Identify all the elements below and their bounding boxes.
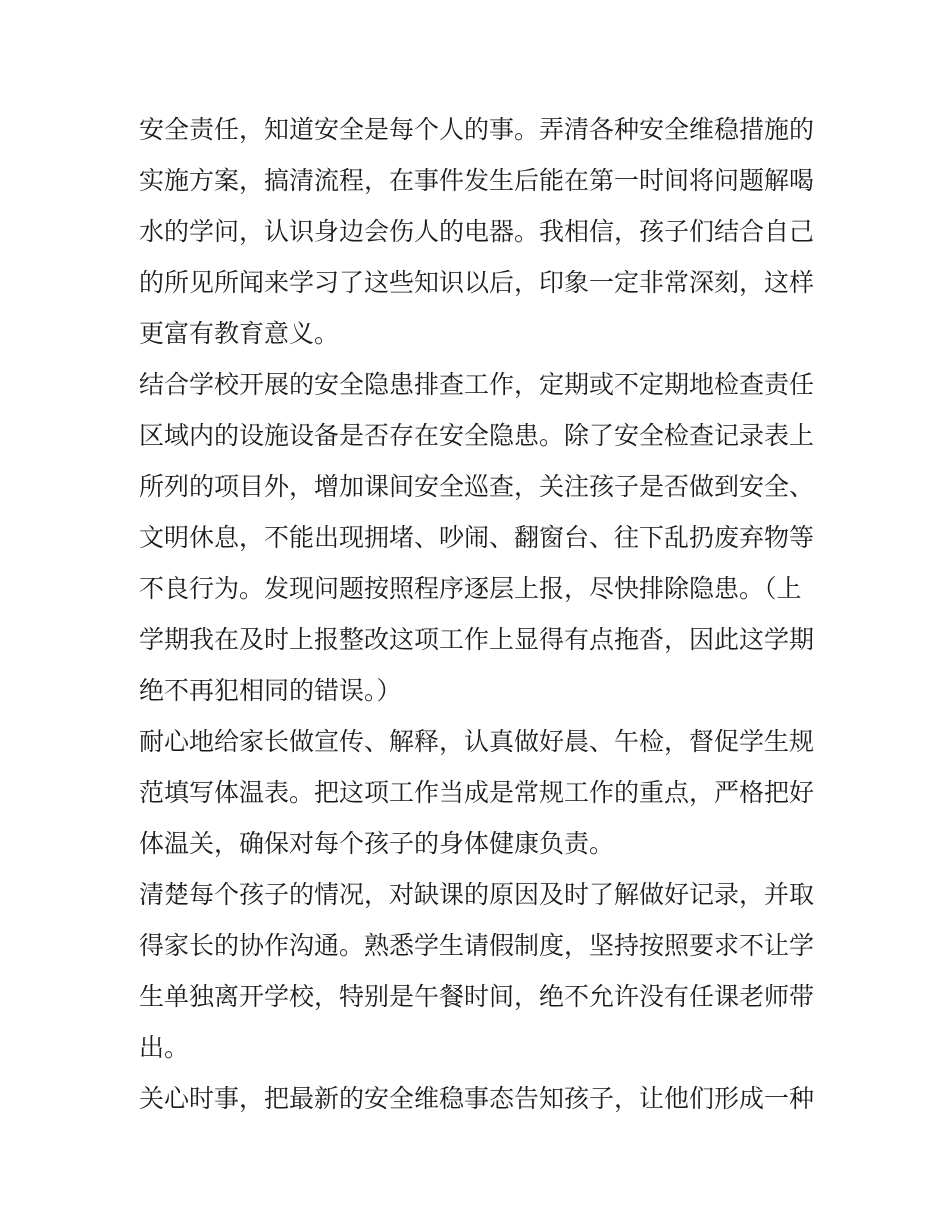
text-line: 耐心地给家长做宣传、解释，认真做好晨、午检，督促学生规 (139, 727, 815, 756)
text-line: 不良行为。发现问题按照程序逐层上报，尽快排除隐患。（上 (139, 574, 802, 603)
text-line: 区域内的设施设备是否存在安全隐患。除了安全检查记录表上 (139, 421, 815, 450)
paragraph-safety-responsibility (139, 104, 819, 359)
text-line: 的所见所闻来学习了这些知识以后，印象一定非常深刻，这样 (139, 268, 815, 297)
text-line: 体温关，确保对每个孩子的身体健康负责。 (139, 829, 615, 858)
text-line: 安全责任，知道安全是每个人的事。弄清各种安全维稳措施的 (139, 115, 815, 144)
text-line: 结合学校开展的安全隐患排查工作，定期或不定期地检查责任 (139, 370, 815, 399)
paragraph-temperature-check (139, 716, 819, 869)
text-line: 得家长的协作沟通。熟悉学生请假制度，坚持按照要求不让学 (139, 931, 815, 960)
text-line: 绝不再犯相同的错误。） (139, 676, 402, 705)
text-line: 学期我在及时上报整改这项工作上显得有点拖沓，因此这学期 (139, 625, 815, 654)
paragraph-attendance (139, 869, 819, 1073)
text-line: 生单独离开学校，特别是午餐时间，绝不允许没有任课老师带 (139, 982, 815, 1011)
text-line: 实施方案，搞清流程，在事件发生后能在第一时间将问题解喝 (139, 166, 815, 195)
text-line: 所列的项目外，增加课间安全巡查，关注孩子是否做到安全、 (139, 472, 815, 501)
paragraph-current-affairs (139, 1073, 819, 1124)
document-body (139, 104, 819, 1124)
text-line: 水的学问，认识身边会伤人的电器。我相信，孩子们结合自己 (139, 217, 815, 246)
text-line: 更富有教育意义。 (139, 319, 340, 348)
text-line: 范填写体温表。把这项工作当成是常规工作的重点，严格把好 (139, 778, 815, 807)
text-line: 文明休息，不能出现拥堵、吵闹、翻窗台、往下乱扔废弃物等 (139, 523, 815, 552)
text-line: 清楚每个孩子的情况，对缺课的原因及时了解做好记录，并取 (139, 880, 815, 909)
paragraph-hazard-inspection (139, 359, 819, 716)
text-line: 关心时事，把最新的安全维稳事态告知孩子，让他们形成一种 (139, 1084, 815, 1113)
text-line: 出。 (139, 1033, 190, 1062)
